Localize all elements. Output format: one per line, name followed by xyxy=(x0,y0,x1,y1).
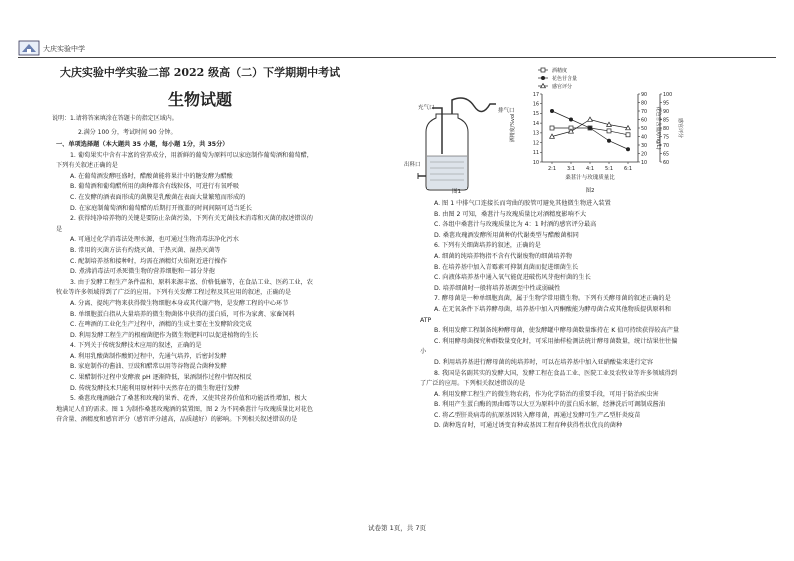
y-tick-label: 16 xyxy=(532,102,539,108)
question-text-line: C. 果醋制作过程中发酵液 pH 逐渐降低，果酒制作过程中情况相反 xyxy=(70,374,252,382)
question-text-line: D. 培养细菌时一般将培养基调至中性或弱碱性 xyxy=(434,284,561,292)
figure2-chart xyxy=(506,62,686,198)
outlet-label: 排气口 xyxy=(498,108,515,114)
question-text-line: D. 利用发酵工程生产的根瘤菌肥作为微生物肥料可以促进植物的生长 xyxy=(70,331,259,339)
y-tick-label: 65 xyxy=(663,152,670,158)
series-point-1 xyxy=(588,126,592,130)
x-tick-label: 4:1 xyxy=(585,166,595,172)
legend-label: 酒精度 xyxy=(552,67,568,74)
question-text-line: 小 xyxy=(420,348,427,356)
question-text-line: C. 向液体培养基中通入氧气能促进破伤风芽孢杆菌的生长 xyxy=(434,274,591,282)
question-text-line: B. 利用发酵工程制备纯种酵母菌，使发酵罐中酵母菌数量维持在 K 值可持续获得较高产量 xyxy=(434,327,680,335)
y-tick-label: 70 xyxy=(641,109,648,115)
question-text-line: A. 在无氧条件下培养酵母菌，培养基中加入丙酮酸能为酵母菌合成其他物质提供原料和 xyxy=(434,305,671,313)
y-tick-label: 14 xyxy=(532,121,539,127)
question-text-line: D. 桑葚玫瑰酒发酵所用菌种的代谢类型与醋酸菌相同 xyxy=(434,231,579,239)
x-tick-label: 2:1 xyxy=(547,166,557,172)
school-name: 大庆实验中学 xyxy=(43,45,85,53)
question-text-line: B. 家庭制作的酱油、豆豉和醋常以用等谷物混合菌种发酵 xyxy=(70,363,227,371)
y-tick-label: 75 xyxy=(663,135,670,141)
question-text-line: 5. 桑葚玫瑰酒融合了桑葚和玫瑰的果香、花香，又使其营养价值和功能活性增加，极大 xyxy=(70,395,307,403)
question-text-line: A. 图 1 中排气口连接长而弯曲的胶管可避免其他微生物进入装置 xyxy=(434,200,611,207)
page-number: 试卷第 1页，共 7页 xyxy=(368,524,426,532)
question-text-line: B. 常用的灭菌方法有灼烧灭菌、干热灭菌、湿热灭菌等 xyxy=(70,246,221,254)
y-tick-label: 40 xyxy=(641,135,648,141)
y-tick-label: 85 xyxy=(663,118,670,124)
question-text-line: C. 将乙型肝炎病毒的抗原基因转入酵母菌，再通过发酵可生产乙型肝炎疫苗 xyxy=(434,411,641,419)
series-point-0 xyxy=(607,129,611,133)
school-logo-icon xyxy=(18,40,40,56)
y-tick-label: 12 xyxy=(532,141,539,147)
question-text-line: B. 葡萄酒和葡萄醋所用的菌种都含有线粒体，可进行有氧呼吸 xyxy=(70,183,240,191)
y-tick-label: 60 xyxy=(663,160,670,166)
question-text-line: 6. 下列有关细菌培养的叙述，正确的是 xyxy=(434,242,541,250)
question-text-line: 4. 下列关于传统发酵技术应用的叙述，正确的是 xyxy=(70,342,202,350)
question-text-line: 地满足人们的需求。图 1 为制作桑葚玫瑰酒的装置图，图 2 为不同桑葚汁与玫瑰质量比对花色 xyxy=(56,405,314,413)
question-text-line: B. 在培养基中加入青霉素可抑制真菌而促进细菌生长 xyxy=(434,263,579,271)
legend-marker xyxy=(541,76,545,80)
y-tick-label: 30 xyxy=(641,143,648,149)
question-text-line: 牧业等许多领域得到了广泛的应用。下列有关发酵工程过程及其应用的叙述，正确的是 xyxy=(56,289,292,297)
question-text-line: C. 各组中桑葚汁与玫瑰质量比为 4：1 时酒的感官评分最高 xyxy=(434,221,597,229)
x-tick-label: 5:1 xyxy=(604,166,614,172)
question-text-line: 苷含量、酒精度和感官评分（感官评分越高，品质越好）的影响。下列相关叙述错误的是 xyxy=(56,416,298,424)
figure2-caption: 图2 xyxy=(585,188,595,194)
question-text-line: 一、单项选择题（本大题共 35 小题，每小题 1分，共 35分） xyxy=(56,141,229,148)
question-text-line: 下列有关叙述正确的是 xyxy=(56,162,118,170)
question-text-line: C. 利用酵母菌探究种群数量变化时，可采用抽样检测法统计酵母菌数量，统计结果往往偏 xyxy=(434,337,678,345)
y-axis-label-right: 感官评分 xyxy=(677,117,683,139)
question-text-line: D. 菌种选育时，可通过诱变育种或基因工程育种获得性状优良的菌种 xyxy=(434,422,623,430)
series-point-1 xyxy=(569,118,573,122)
y-tick-label: 50 xyxy=(641,126,648,132)
x-tick-label: 3:1 xyxy=(566,166,576,172)
exam-title: 大庆实验中学实验二部 2022 级高（二）下学期期中考试 xyxy=(59,66,341,79)
inlet-label: 充气口 xyxy=(418,105,435,111)
y-tick-label: 11 xyxy=(532,151,539,157)
note-line-1: 说明：1.请将答案填涂在答题卡的指定区域内。 xyxy=(52,115,178,122)
question-text-line: ATP xyxy=(420,316,432,324)
question-text-line: A. 利用发酵工程生产的微生物农药，作为化学防治的重要手段，可用于防治疾虫害 xyxy=(434,390,659,398)
y-tick-label: 100 xyxy=(663,92,673,98)
y-tick-label: 17 xyxy=(532,92,539,98)
y-tick-label: 95 xyxy=(663,101,670,107)
y-tick-label: 90 xyxy=(641,92,648,98)
left-question-column xyxy=(56,140,406,426)
y-tick-label: 10 xyxy=(641,160,648,166)
y-axis-label-middle: 花色苷含量/(mg/L) xyxy=(655,106,661,150)
question-text-line: B. 由图 2 可知，桑葚汁与玫瑰质量比对酒精度影响不大 xyxy=(434,210,587,218)
question-text-line: 8. 我国是名副其实的发酵大国，发酵工程在食品工业、医院工业及农牧业等许多领域得到 xyxy=(434,369,677,377)
question-text-line: A. 在葡萄酒发酵旺盛时，醋酸菌能将果汁中的糖发酵为醋酸 xyxy=(70,172,233,180)
question-text-line: D. 煮沸消毒法可杀死微生物的营养细胞和一部分芽孢 xyxy=(70,268,215,276)
y-tick-label: 13 xyxy=(532,131,539,137)
x-tick-label: 6:1 xyxy=(623,166,633,172)
question-text-line: A. 可通过化学消毒法处理水源，也可通过生物消毒法净化污水 xyxy=(70,236,239,244)
figure1-caption: 图1 xyxy=(452,189,461,195)
y-tick-label: 20 xyxy=(641,152,648,158)
y-tick-label: 80 xyxy=(641,101,648,107)
series-point-2 xyxy=(588,117,593,121)
legend-label: 花色苷含量 xyxy=(552,75,578,82)
question-text-line: C. 在发酵的酒表面形成的菌膜是乳酸菌在表面大量繁殖而形成的 xyxy=(70,193,246,201)
question-text-line: D. 在家庭制葡萄酒和葡萄醋的后期打开瓶盖的时间间隔可适当延长 xyxy=(70,204,252,212)
question-text-line: A. 分离、提纯产物来获得微生物细胞本身或其代谢产物，是发酵工程的中心环节 xyxy=(70,299,289,307)
subject-title: 生物试题 xyxy=(167,90,232,109)
question-text-line: B. 单细胞蛋白指从大量培养的微生物菌体中获得的蛋白质，可作为家禽、家畜饲料 xyxy=(70,310,295,318)
series-point-0 xyxy=(550,126,554,130)
y-tick-label: 10 xyxy=(532,160,539,166)
question-text-line: A. 利用乳酸菌制作酸奶过程中，先通气培养，后密封发酵 xyxy=(70,352,227,360)
question-text-line: C. 配制培养基和接种时，均需在酒精灯火焰附近进行操作 xyxy=(70,257,227,265)
y-tick-label: 60 xyxy=(641,118,648,124)
series-point-1 xyxy=(607,139,611,143)
y-tick-label: 15 xyxy=(532,112,539,118)
y-tick-label: 90 xyxy=(663,109,670,115)
question-text-line: 7. 酵母菌是一种单细胞真菌，属于生物学常用微生物。下列有关酵母菌的叙述正确的是 xyxy=(434,295,671,303)
question-text-line: B. 利用产生蛋白酶的黑曲霉等以大豆为原料中的蛋白质水解，经淋洗后可调制成酱油 xyxy=(434,401,665,409)
question-text-line: D. 利用培养基进行酵母菌的纯培养时，可以在培养基中加入亚硝酸盐来进行定容 xyxy=(434,358,654,366)
question-text-line: A. 细菌的纯培养物指不含有代谢废物的细菌培养物 xyxy=(434,252,572,260)
series-point-0 xyxy=(626,133,630,137)
question-text-line: D. 传统发酵技术只能利用原材料中天然存在的微生物进行发酵 xyxy=(70,384,240,392)
question-text-line: C. 在啤酒的工业化生产过程中，酒精的生成主要在主发酵阶段完成 xyxy=(70,321,252,329)
question-text-line: 了广泛的应用。下列相关叙述错误的是 xyxy=(420,380,526,388)
question-text-line: 2. 获得纯净培养物的关键是要防止杂菌污染，下列有关无菌技术消毒和灭菌的叙述错误的 xyxy=(70,215,313,223)
discharge-label: 出料口 xyxy=(404,162,421,168)
note-line-2: 2.满分 100 分，考试时间 90 分钟。 xyxy=(78,129,177,136)
question-text-line: 1. 葡萄果实中含有丰富的营养成分，用新鲜的葡萄为原料可以家庭制作葡萄酒和葡萄醋， xyxy=(70,151,313,159)
figure1-fermentation-device xyxy=(404,96,512,200)
series-point-1 xyxy=(550,109,554,113)
y-axis-label-left: 酒精度/%vol xyxy=(510,113,516,143)
series-point-1 xyxy=(626,147,630,151)
legend-marker xyxy=(541,68,545,72)
x-axis-label: 桑葚汁与玫瑰质量比 xyxy=(565,175,615,181)
y-tick-label: 80 xyxy=(663,126,670,132)
legend-label: 感官评分 xyxy=(552,83,573,90)
y-tick-label: 70 xyxy=(663,143,670,149)
question-text-line: 3. 由于发酵工程生产条件温和、原料来源丰富、价格低廉等，在食品工业、医药工业，农 xyxy=(70,278,313,286)
question-text-line: 是 xyxy=(56,225,63,233)
right-question-column xyxy=(420,199,780,432)
header-divider xyxy=(18,57,776,58)
